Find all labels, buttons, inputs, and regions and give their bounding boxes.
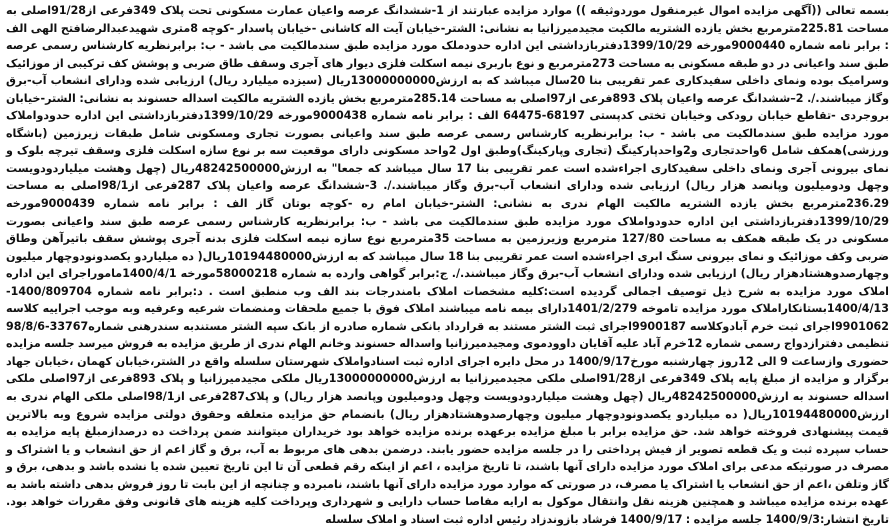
auction-notice-text: بسمه تعالی ((آگهی مزایده اموال غیرمنقول موردوثیقه )) موارد مزایده عبارتند از 1-ششدانگ عرصه واعیان عمارت مسکونی تحت پلاک 349فرعی از91/28اصلی به مساحت 225.81مترمربع بخش یازده الشتریه مالکیت مجیدمیرزانیا به نشانی: الشتر-خیابان آیت اله کاشانی -خیابان پاسدار -کوچه 8متری شهیدعبدالرضافتح الهی الف : برابر نامه شماره 9000440مورخه 1399/10/29دفتربازداشتی این اداره حدودملک مورد مزایده طبق سندمالکیت می باشد - ب: برابرنظریه کارشناس رسمی عرصه طبق سند واعیانی در دو طبقه مسکونی به مساحت 273مترمربع و نوع باربری نیمه اسکلت فلزی دیوار های آجری وسقف طاق ضربی و پوشش کف ترکیبی از موزائیک وسرامیک بوده ونمای داخلی سفیدکاری عمر تقریبی بنا 20سال میباشد که به ارزش13000000000ریال (سیزده میلیارد ریال) ارزیابی شده ودارای انشعاب آب-برق وگاز میباشند./. 2–ششدانگ عرصه واعیان پلاک 893فرعی از97اصلی به مساحت 285.14مترمربع بخش یازده الشتریه مالکیت اسداله حسنوند به نشانی: الشتر-خیابان بروجردی -تقاطع خیابان رودکی وخیابان تختی کدپستی 68197-64475 الف : برابر نامه شماره 9000438مورخه 1399/10/29دفتربازداشتی این اداره حدودواملاک مورد مزایده طبق سندمالکیت می باشد - ب: برابرنظریه کارشناس رسمی عرصه طبق سند واعیانی بصورت تجاری ومسکونی شامل طبقات زیرزمین (باشگاه ورزشی)همکف شامل 6واحدتجاری و2واحدپارکینگ (تجاری وپارکینگ)وطبق اول 2واحد مسکونی دارای موقعیت سه بر نوع سازه اسکلت فلزی وسقف تیرچه بلوک و نمای بیرونی آجری ونمای داخلی سفیدکاری اجراءشده است عمر تقریبی بنا 17 سال میباشد که جمعا" به ارزش48242500000ریال (چهل وهشت میلیاردودویست وچهل ودومیلیون وپانصد هزار ریال) ارزیابی شده ودارای انشعاب آب-برق وگاز میباشند./. 3-ششدانگ عرصه واعیان پلاک 287فرعی از98/1اصلی به مساحت 236.29مترمربع بخش یازده الشتریه مالکیت الهام ندری به نشانی: الشتر-خیابان امام ره -کوچه بوتان گاز الف : برابر نامه شماره 9000439مورخه 1399/10/29دفتربازداشتی این اداره حدودواملاک مورد مزایده طبق سندمالکیت می باشد - ب: برابرنظریه کارشناس رسمی عرصه طبق سند واعیانی بصورت مسکونی در یک طبقه همکف به مساحت 127/80 مترمربع وزیرزمین به مساحت 35مترمربع نوع سازه نیمه اسکلت فلزی بدنه آجری پوشش سقف باتیرآهن وطاق ضربی وکف موزائیک و نمای بیرونی سنگ ابری اجراءشده است عمر تقریبی بنا 18 سال میباشد که به ارزش10194480000ریال( ده میلیاردو یکصدونودوچهار میلیون وچهارصدوهشتادهزار ریال) ارزیابی شده ودارای انشعاب آب-برق وگاز میباشند./. ج:برابر گواهی وارده به شماره 58000218مورخه 1400/4/1ماموراجرای این اداره املاک مورد مزایده به شرح ذیل توصیف اجمالی گردیده است:کلیه مشخصات املاک بامندرجات بند الف وب منطبق است . د:برابر نامه شماره 1400/809704-1400/4/13بستانکاراملاک مورد مزایده تاموخه 1401/2/279دارای بیمه نامه میباشند املاک فوق با جمیع ملحقات ومنضمات شرعیه وعرفیه وبه موجب اجراییه کلاسه 9901062اجرای ثبت خرم آبادوکلاسه 9900187اجرای ثبت الشتر مستند به قرارداد بانکی شماره صادره از بانک سپه الشتر مستندبه سندرهنی شماره33767-98/8/6 تنظیمی دفترازدواج رسمی شماره 12خرم آباد علیه آقایان داوودموی ومجیدمیرزانیا واسداله حسنوند وخانم الهام ندری از طریق مزایده به فروش میرسد جلسه مزایده حضوری وازساعت 9 الی 12روز چهارشنبه مورخ1400/9/17 در محل دایره اجرای اداره ثبت اسنادواملاک شهرستان سلسله واقع در الشتر،خیابان کهمان ،خیابان جهاد برگزار و مزایده از مبلغ پایه پلاک 349فرعی از91/28اصلی ملکی مجیدمیرزانیا به ارزش13000000000ریال ملکی مجیدمیرزانیا و پلاک 893فرعی از97اصلی ملکی اسداله حسنوند به ارزش48242500000ریال (چهل وهشت میلیاردودویست وچهل ودومیلیون وپانصد هزار ریال) و پلاک287فرعی از98/1اصلی ملکی الهام ندری به ارزش10194480000ریال( ده میلیاردو یکصدونودوچهار میلیون وچهارصدوهشتادهزار ریال) بانضمام حق مزایده متعلقه وحقوق دولتی مزایده شروع وبه بالاترین قیمت پیشنهادی فروخته خواهد شد. حق مزایده برابر با مبلغ مزایده برعهده برنده مزایده خواهد بود خریداران میتوانند ضمن پرداخت ده درصدازمبلغ پایه مزایده به حساب سپرده ثبت و یک قطعه تصویر از فیش پرداختی را در جلسه مزایده حضور یابند. درضمن بدهی های مربوط به آب، برق و گاز اعم از حق انشعاب و یا اشتراک و مصرف در صورتیکه مدعی برای املاک مورد مزایده دارای آنها باشند، تا تاریخ مزایده ، اعم از اینکه رقم قطعی آن تا این تاریخ تعیین شده یا نشده باشد و بدهی، برق و گاز وتلفن ،اعم از حق انشعاب یا اشتراک یا مصرف، در صورتی که موارد مورد مزایده دارای آنها باشند، نامبرده و چنانچه از این بابت تا روز فروش بدهی داشته باشد به عهده برنده مزایده میباشد و همچنین هزینه نقل وانتقال موکول به ارایه مفاصا حساب دارایی و شهرداری وپرداخت کلیه هزینه های قانونی وفق مقررات خواهد بود. تاریخ انتشار:1400/9/3 جلسه مزایده : 1400/9/17 فرشاد بازوندزاد رئیس اداره ثبت اسناد و املاک سلسله: [6, 4, 890, 526]
